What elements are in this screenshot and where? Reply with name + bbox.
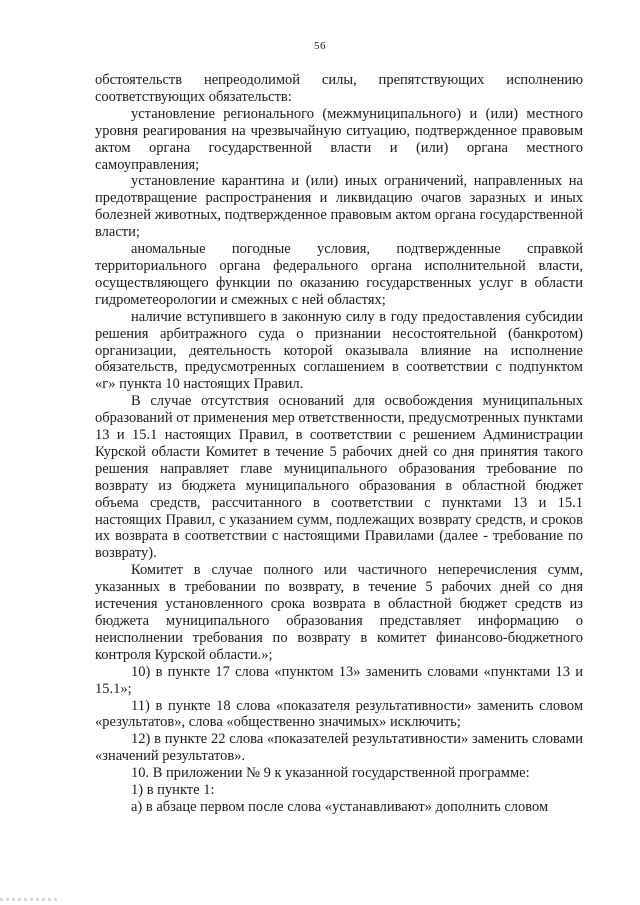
paragraph: обстоятельств непреодолимой силы, препятствующих исполнению соответствующих обязательств: bbox=[95, 72, 583, 105]
paragraph: Комитет в случае полного или частичного неперечисления сумм, указанных в требовании по возврату, в течение 5 рабочих дней со дня истечения установленного срока возврата в областной бюджет средств из бюджета муниципального образования представляет информацию о неисполнении требования по возврату в комитет финансово-бюджетного контроля Курской области.»; bbox=[95, 562, 583, 663]
paragraph: 10) в пункте 17 слова «пунктом 13» заменить словами «пунктами 13 и 15.1»; bbox=[95, 663, 583, 697]
paragraph: аномальные погодные условия, подтвержденные справкой территориального органа федерального органа исполнительной власти, осуществляющего функции по оказанию государственных услуг в области гидрометеорологии и смежных с ней областях; bbox=[95, 241, 583, 308]
paragraph: 10. В приложении № 9 к указанной государственной программе: bbox=[131, 765, 530, 782]
paragraph: В случае отсутствия оснований для освобождения муниципальных образований от применения мер ответственности, предусмотренных пунктами 13 и 15.1 настоящих Правил, в соответствии с решением Администрации Курской области Комитет в течение 5 рабочих дней со дня принятия такого решения направляет главе муниципального образования требование по возврату из бюджета муниципального образования в областной бюджет объема средств, рассчитанного в соответствии с пунктами 13 и 15.1 настоящих Правил, с указанием сумм, подлежащих возврату средств, и сроков их возврата в соответствии с настоящими Правилами (далее - требование по возврату). bbox=[95, 393, 583, 562]
paragraph: 12) в пункте 22 слова «показателей результативности» заменить словами «значений результатов». bbox=[95, 731, 583, 765]
paragraph: а) в абзаце первом после слова «устанавливают» дополнить словом bbox=[131, 798, 549, 815]
paragraph: наличие вступившего в законную силу в году предоставления субсидии решения арбитражного суда о признании несостоятельной (банкротом) организации, деятельность которой оказывала влияние на исполнение обязательств, предусмотренных соглашением в соответствии с подпунктом «г» пункта 10 настоящих Правил. bbox=[95, 308, 583, 393]
document-body bbox=[95, 72, 583, 816]
paragraph: установление регионального (межмуниципального) и (или) местного уровня реагирования на чрезвычайную ситуацию, подтвержденное правовым актом органа государственной власти и (или) органа местного самоуправления; bbox=[95, 105, 583, 173]
scan-artifact bbox=[0, 898, 60, 901]
page-number: 56 bbox=[314, 40, 326, 52]
paragraph: установление карантина и (или) иных ограничений, направленных на предотвращение распространения и ликвидацию очагов заразных и иных болезней животных, подтвержденное правовым актом органа государственной власти; bbox=[95, 173, 583, 241]
paragraph: 11) в пункте 18 слова «показателя результативности» заменить словом «результатов», слова «общественно значимых» исключить; bbox=[95, 697, 583, 731]
paragraph: 1) в пункте 1: bbox=[131, 782, 215, 799]
